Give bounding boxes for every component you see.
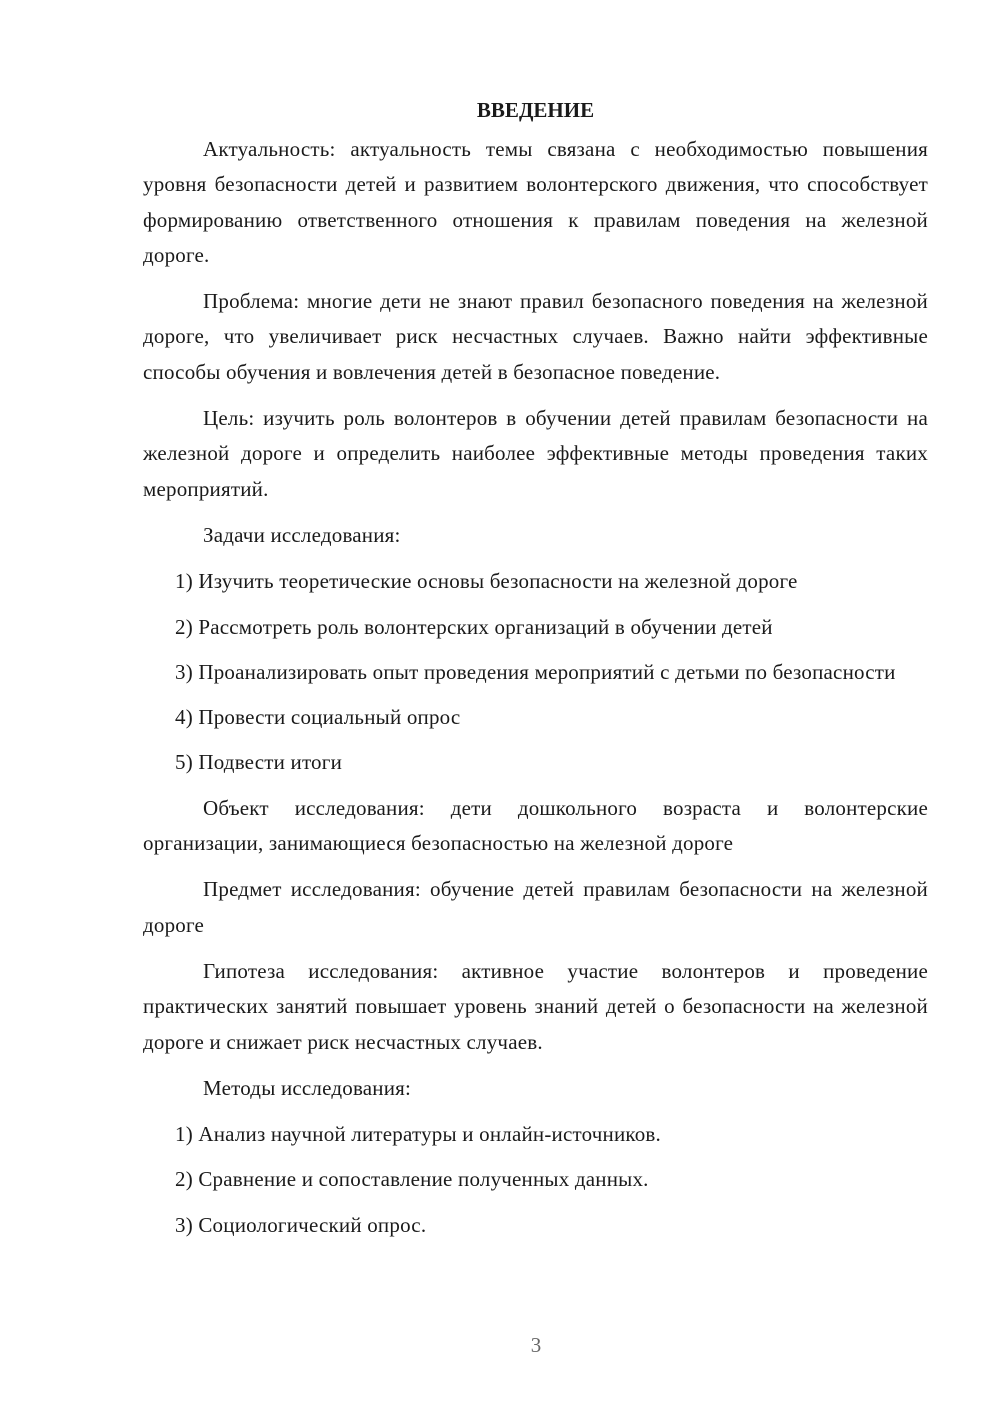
subject-paragraph: Предмет исследования: обучение детей правилам безопасности на железной дороге [143,877,928,937]
goal-paragraph: Цель: изучить роль волонтеров в обучении детей правилам безопасности на железной дороге и определить наиболее эффективные методы проведения таких мероприятий. [143,406,928,501]
page-title: ВВЕДЕНИЕ [476,98,595,122]
method-item: 3) Социологический опрос. [175,1212,427,1237]
hypothesis-paragraph: Гипотеза исследования: активное участие волонтеров и проведение практических занятий повышает уровень знаний детей о безопасности на железной дороге и снижает риск несчастных случаев. [143,958,928,1054]
methods-heading: Методы исследования: [203,1075,412,1100]
task-item: 2) Рассмотреть роль волонтерских организаций в обучении детей [175,614,773,639]
task-item: 1) Изучить теоретические основы безопасности на железной дороге [175,569,798,594]
task-item: 4) Провести социальный опрос [175,705,461,730]
method-item: 2) Сравнение и сопоставление полученных данных. [175,1167,649,1192]
task-item: 3) Проанализировать опыт проведения мероприятий с детьми по безопасности [175,659,896,684]
relevance-paragraph: Актуальность: актуальность темы связана с необходимостью повышения уровня безопасности детей и развитием волонтерского движения, что способствует формированию ответственного отношения к правилам поведения на железной дороге. [143,137,928,267]
problem-paragraph: Проблема: многие дети не знают правил безопасного поведения на железной дороге, что увеличивает риск несчастных случаев. Важно найти эффективные способы обучения и вовлечения детей в безопасное поведение. [143,289,928,384]
method-item: 1) Анализ научной литературы и онлайн-источников. [175,1122,662,1147]
page-number: 3 [530,1333,542,1357]
document-page [143,93,928,1253]
tasks-heading: Задачи исследования: [203,522,401,547]
object-paragraph: Объект исследования: дети дошкольного возраста и волонтерские организации, занимающиеся безопасностью на железной дороге [143,795,928,856]
task-item: 5) Подвести итоги [175,750,343,775]
